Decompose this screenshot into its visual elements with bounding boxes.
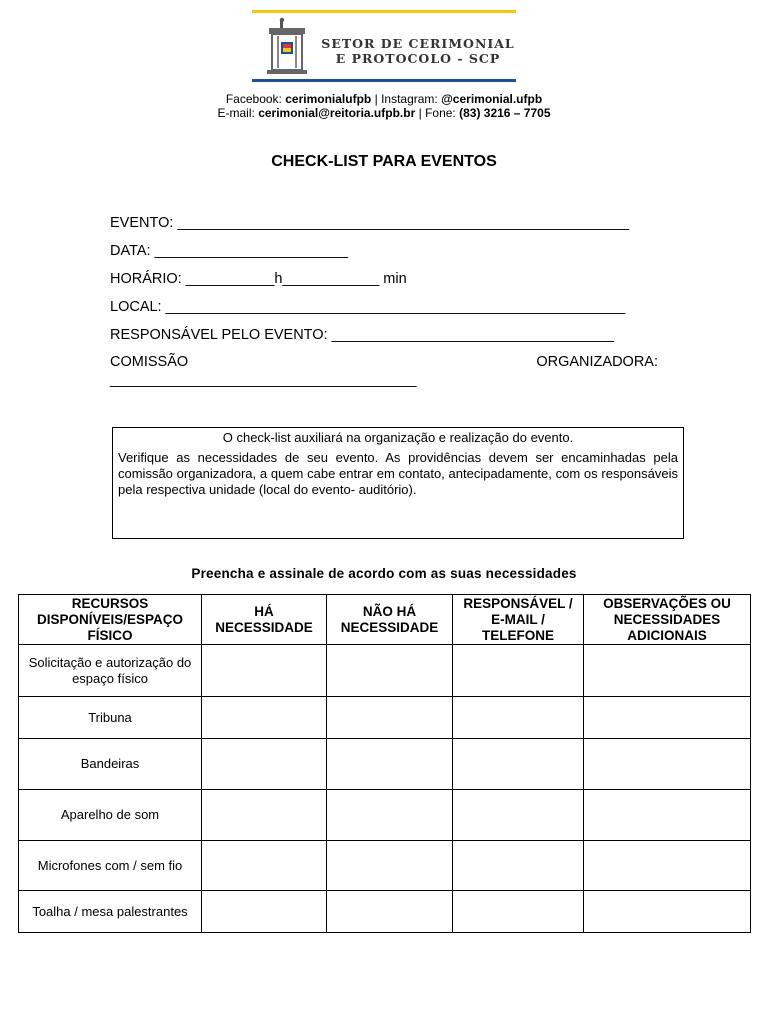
- field-responsavel: RESPONSÁVEL PELO EVENTO: ___________________________________: [110, 327, 614, 343]
- responsavel-cell[interactable]: [453, 645, 584, 697]
- table-header-row: [19, 595, 751, 645]
- separator: |: [374, 92, 378, 106]
- observacoes-cell[interactable]: [584, 739, 751, 790]
- ha-necessidade-cell[interactable]: [202, 697, 327, 739]
- field-evento: EVENTO: ________________________________________________________: [110, 215, 630, 231]
- responsavel-cell[interactable]: [453, 841, 584, 891]
- phone-label: Fone:: [425, 106, 456, 120]
- nao-ha-necessidade-cell[interactable]: [327, 645, 453, 697]
- notice-body: Verifique as necessidades de seu evento. As providências devem ser encaminhadas pela comissão organizadora, a quem cabe entrar em contato, antecipadamente, com os responsáveis pela respectiva unidade (local do evento- auditório).: [118, 450, 678, 497]
- instagram-value: @cerimonial.ufpb: [441, 92, 543, 106]
- header-recursos: RECURSOS DISPONÍVEIS/ESPAÇO FÍSICO: [19, 595, 202, 645]
- table-instruction: Preencha e assinale de acordo com as suas necessidades: [191, 566, 577, 581]
- instagram-label: Instagram:: [381, 92, 438, 106]
- ha-necessidade-cell[interactable]: [202, 891, 327, 933]
- facebook-value: cerimonialufpb: [285, 92, 372, 106]
- resource-cell: Solicitação e autorização do espaço físico: [19, 645, 202, 697]
- contact-email-line: [0, 106, 768, 121]
- ha-necessidade-cell[interactable]: [202, 841, 327, 891]
- header-observacoes: OBSERVAÇÕES OU NECESSIDADES ADICIONAIS: [584, 595, 751, 645]
- checklist-table: [18, 594, 751, 933]
- page-title: CHECK-LIST PARA EVENTOS: [271, 153, 497, 170]
- observacoes-cell[interactable]: [584, 645, 751, 697]
- observacoes-cell[interactable]: [584, 891, 751, 933]
- nao-ha-necessidade-cell[interactable]: [327, 841, 453, 891]
- nao-ha-necessidade-cell[interactable]: [327, 891, 453, 933]
- table-row: [19, 790, 751, 841]
- field-data: DATA: ________________________: [110, 243, 349, 259]
- table-row: [19, 697, 751, 739]
- header-ha-necessidade: HÁ NECESSIDADE: [202, 595, 327, 645]
- notice-intro: O check-list auxiliará na organização e realização do evento.: [222, 430, 574, 445]
- comissao-line: ______________________________________: [110, 372, 417, 388]
- resource-cell: Bandeiras: [19, 739, 202, 790]
- email-label: E-mail:: [217, 106, 255, 120]
- responsavel-cell[interactable]: [453, 790, 584, 841]
- resource-cell: Microfones com / sem fio: [19, 841, 202, 891]
- field-comissao: [110, 353, 658, 388]
- email-value: cerimonial@reitoria.ufpb.br: [258, 106, 416, 120]
- nao-ha-necessidade-cell[interactable]: [327, 739, 453, 790]
- logo-gold-bar: [252, 10, 516, 13]
- responsavel-cell[interactable]: [453, 697, 584, 739]
- logo-title-line2: E PROTOCOLO - SCP: [335, 51, 501, 66]
- header-nao-ha-necessidade: NÃO HÁ NECESSIDADE: [327, 595, 453, 645]
- phone-value: (83) 3216 – 7705: [459, 106, 551, 120]
- header-responsavel: RESPONSÁVEL / E-MAIL / TELEFONE: [453, 595, 584, 645]
- facebook-label: Facebook:: [225, 92, 282, 106]
- organizadora-label: ORGANIZADORA:: [536, 354, 658, 370]
- separator: |: [418, 106, 422, 120]
- table-row: [19, 645, 751, 697]
- ha-necessidade-cell[interactable]: [202, 645, 327, 697]
- responsavel-cell[interactable]: [453, 739, 584, 790]
- observacoes-cell[interactable]: [584, 697, 751, 739]
- responsavel-cell[interactable]: [453, 891, 584, 933]
- logo-title-line1: SETOR DE CERIMONIAL: [321, 36, 515, 51]
- comissao-label: COMISSÃO: [110, 354, 189, 370]
- resource-cell: Tribuna: [19, 697, 202, 739]
- scp-logo: [252, 10, 516, 82]
- ha-necessidade-cell[interactable]: [202, 739, 327, 790]
- table-row: [19, 841, 751, 891]
- resource-cell: Aparelho de som: [19, 790, 202, 841]
- observacoes-cell[interactable]: [584, 841, 751, 891]
- nao-ha-necessidade-cell[interactable]: [327, 697, 453, 739]
- table-row: [19, 891, 751, 933]
- notice-box: [112, 427, 684, 539]
- field-horario: HORÁRIO: ___________h____________ min: [110, 271, 407, 287]
- podium-emblem-icon: [264, 16, 310, 76]
- contact-social-line: [0, 92, 768, 107]
- logo-title: [320, 36, 516, 66]
- observacoes-cell[interactable]: [584, 790, 751, 841]
- nao-ha-necessidade-cell[interactable]: [327, 790, 453, 841]
- ha-necessidade-cell[interactable]: [202, 790, 327, 841]
- resource-cell: Toalha / mesa palestrantes: [19, 891, 202, 933]
- field-local: LOCAL: _________________________________________________________: [110, 299, 626, 315]
- table-row: [19, 739, 751, 790]
- logo-blue-bar: [252, 79, 516, 82]
